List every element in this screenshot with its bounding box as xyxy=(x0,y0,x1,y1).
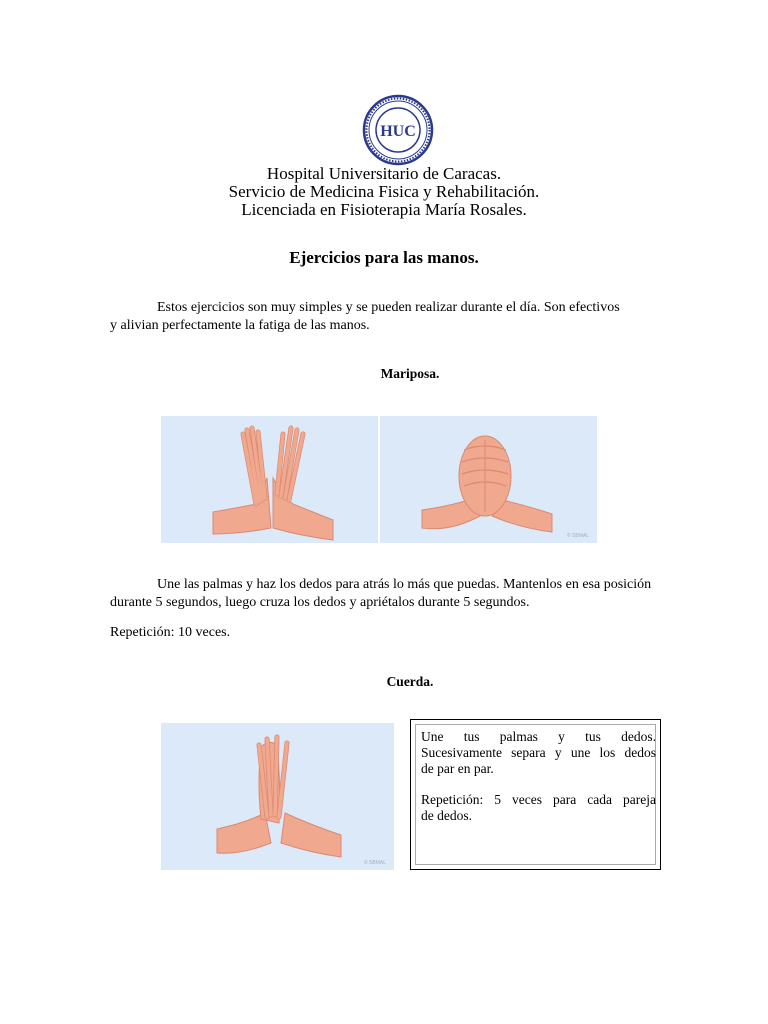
cuerda-inner-frame xyxy=(415,724,656,865)
mariposa-image-1 xyxy=(161,416,378,543)
mariposa-title: Mariposa. xyxy=(380,366,440,381)
mariposa-repetition: Repetición: 10 veces. xyxy=(110,625,231,640)
page-title: Ejercicios para las manos. xyxy=(289,248,479,267)
therapist-name: Licenciada en Fisioterapia María Rosales. xyxy=(241,200,527,219)
cuerda-image xyxy=(161,723,394,870)
department-name: Servicio de Medicina Fisica y Rehabilitación. xyxy=(228,182,540,201)
cuerda-title: Cuerda. xyxy=(386,674,434,689)
mariposa-desc-line-2: durante 5 segundos, luego cruza los dedos y apriétalos durante 5 segundos. xyxy=(110,595,530,610)
cuerda-line-4: Repetición: 5 veces para cada pareja xyxy=(421,792,656,807)
hospital-logo xyxy=(362,94,434,166)
image-credit: © SBMAL xyxy=(363,860,386,866)
logo-monogram: HUC xyxy=(380,123,416,140)
cuerda-instructions-box xyxy=(410,719,661,870)
cuerda-line-2: Sucesivamente separa y une los dedos xyxy=(421,745,656,760)
cuerda-line-3: de par en par. xyxy=(421,761,494,776)
cuerda-line-1: Une tus palmas y tus dedos. xyxy=(421,729,656,744)
cuerda-line-5: de dedos. xyxy=(421,808,472,823)
mariposa-desc-line-1: Une las palmas y haz los dedos para atrás lo más que puedas. Mantenlos en esa posición xyxy=(157,577,652,592)
mariposa-image-2 xyxy=(380,416,597,543)
intro-line-2: y alivian perfectamente la fatiga de las manos. xyxy=(110,318,370,333)
image-credit: © SBMAL xyxy=(566,533,589,539)
hospital-name: Hospital Universitario de Caracas. xyxy=(266,164,502,183)
intro-line-1: Estos ejercicios son muy simples y se pueden realizar durante el día. Son efectivos xyxy=(157,300,620,315)
